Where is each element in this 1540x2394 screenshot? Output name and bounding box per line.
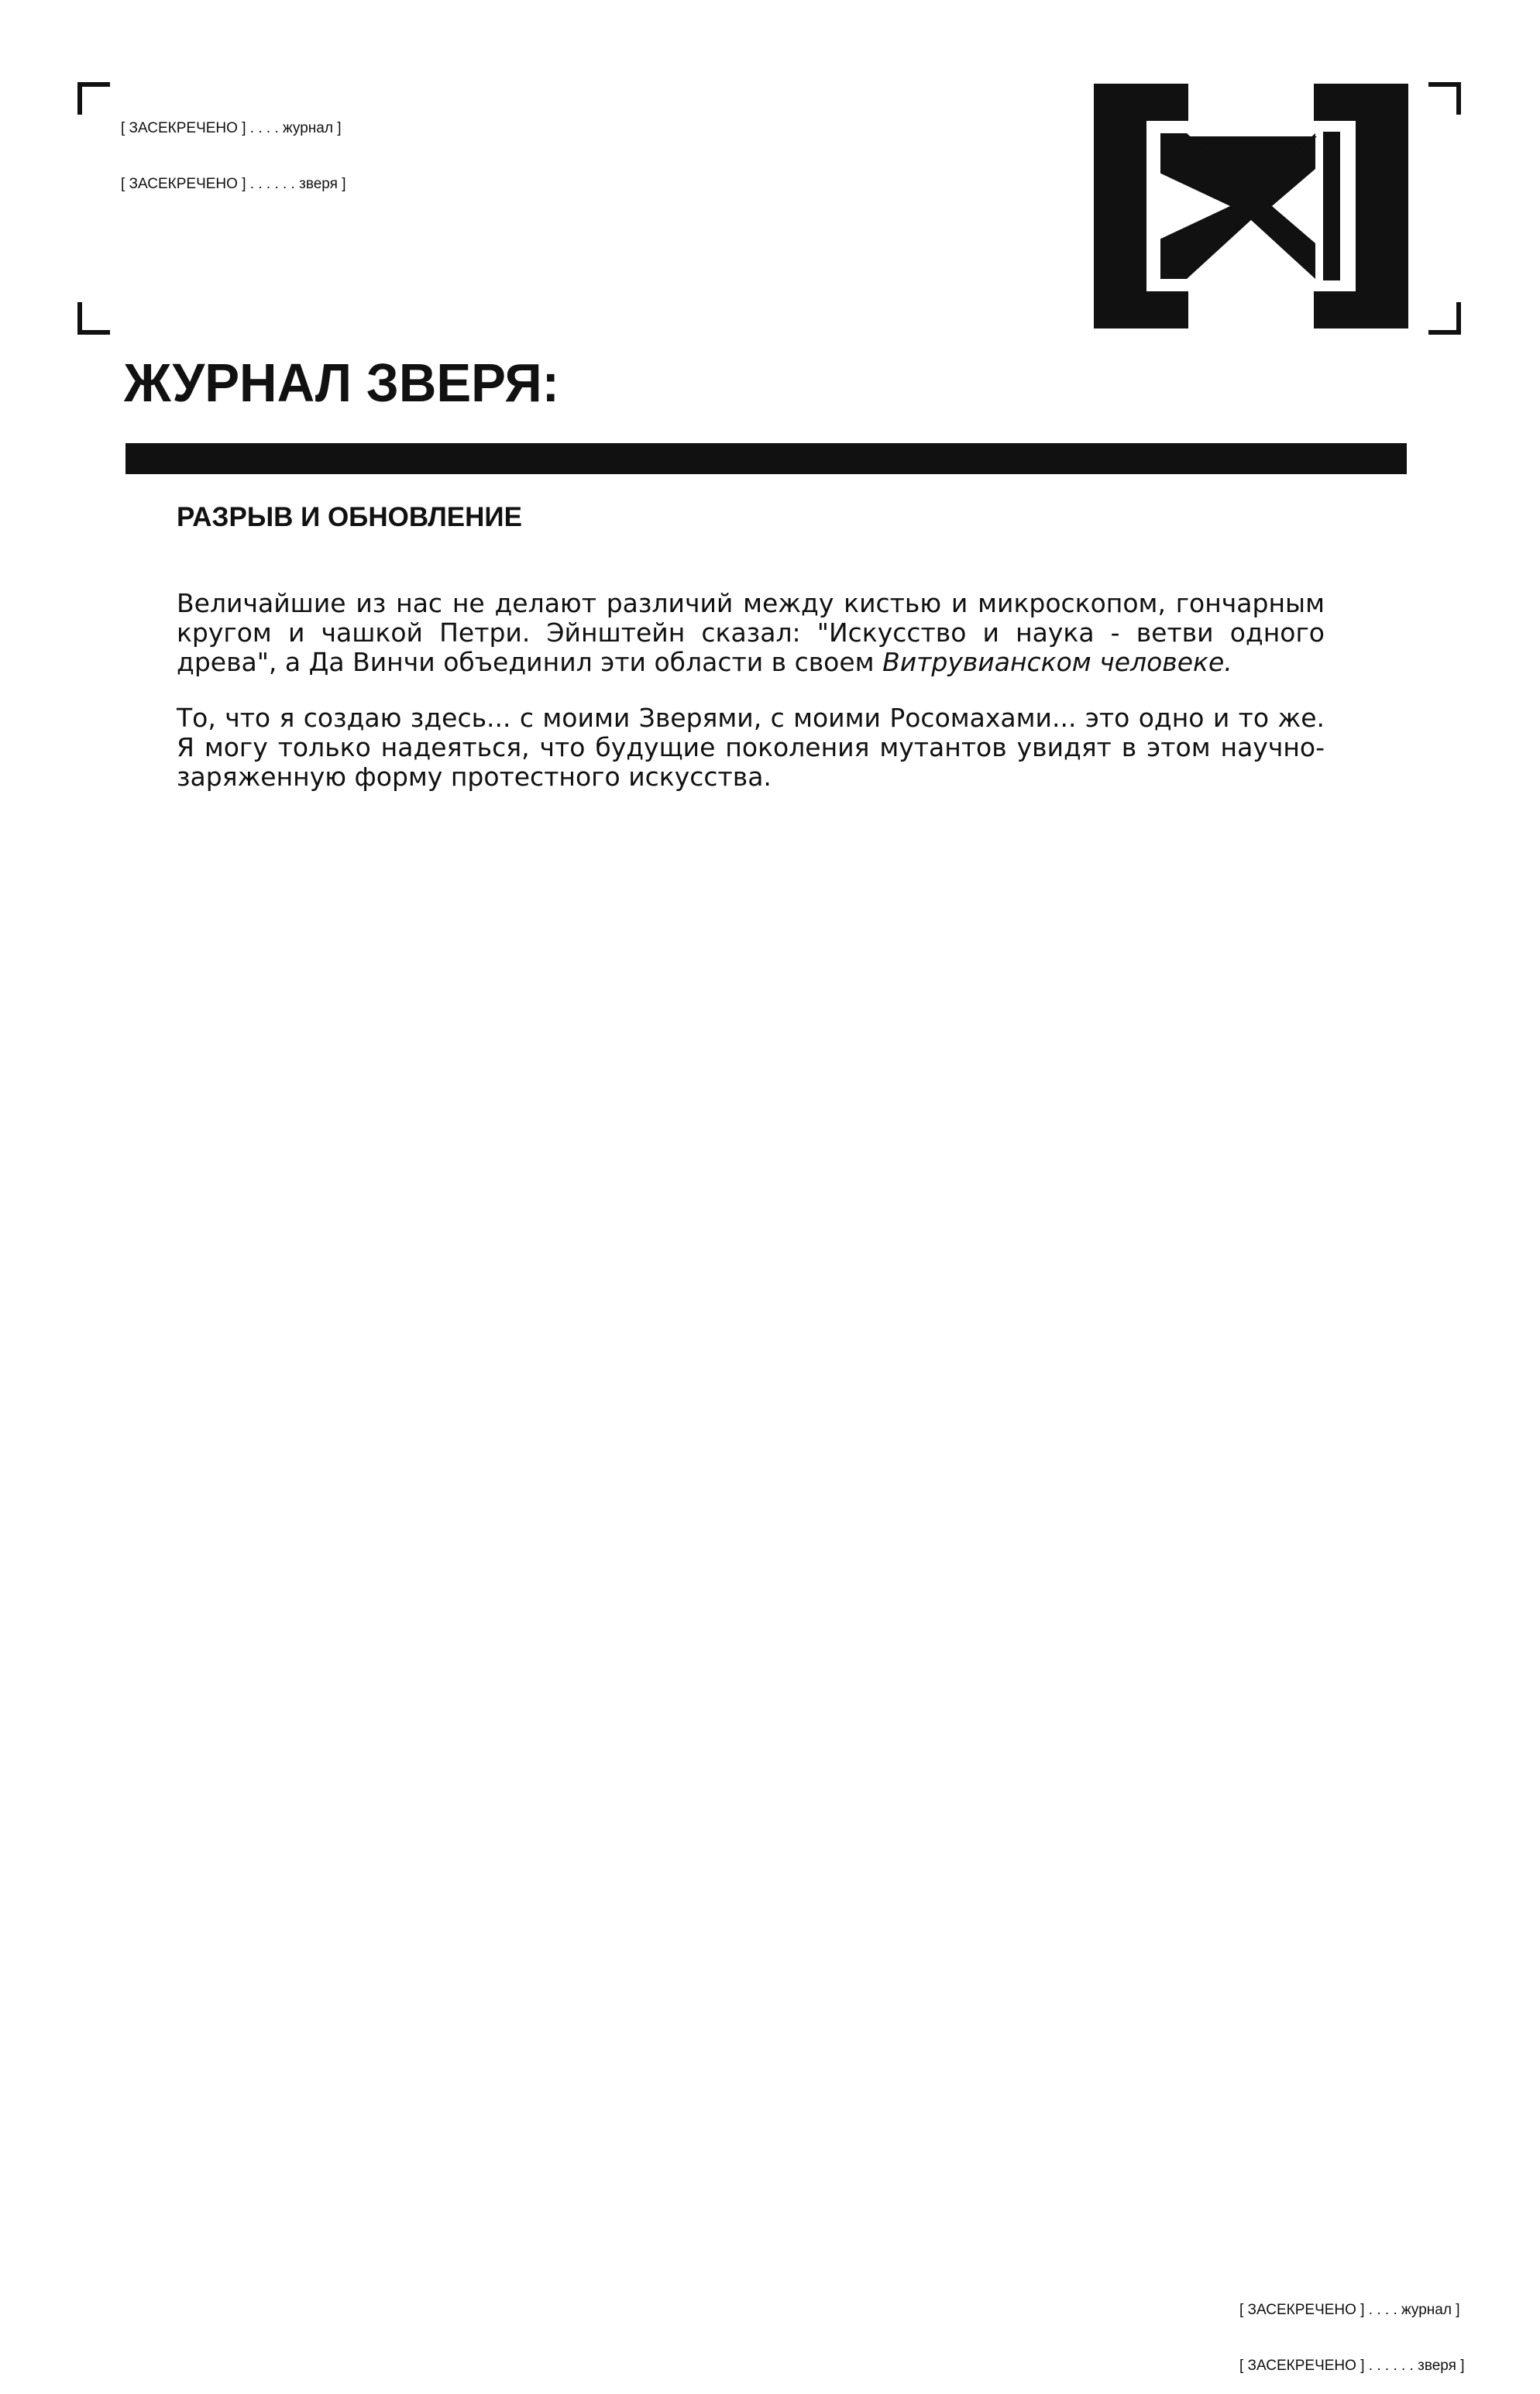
classified-stamp-top: [121, 82, 345, 212]
classified-stamp-bottom: [1239, 2264, 1464, 2394]
page-title: ЖУРНАЛ ЗВЕРЯ:: [124, 353, 560, 413]
stamp-line: [ ЗАСЕКРЕЧЕНО ] . . . . журнал ]: [121, 120, 342, 136]
paragraph-1-text: Величайшие из нас не делают различий между кистью и микроскопом, гончарным кругом и чашкой Петри. Эйнштейн сказал: "Искусство и наука - ветви одного древа", а Да Винчи объединил эти области в своем: [177, 588, 1325, 677]
x-men-logo-icon: [1094, 84, 1408, 328]
title-divider: [125, 443, 1407, 474]
paragraph-2: То, что я создаю здесь... с моими Зверями, с моими Росомахами... это одно и то же. Я могу только надеяться, что будущие поколения мутантов увидят в этом научно-заряженную форму протестного искусства.: [177, 703, 1325, 792]
frame-corner-bottom-left: [77, 302, 110, 335]
stamp-line: [ ЗАСЕКРЕЧЕНО ] . . . . . . зверя ]: [121, 176, 346, 192]
frame-corner-top-right: [1428, 82, 1461, 115]
section-heading: РАЗРЫВ И ОБНОВЛЕНИЕ: [177, 502, 522, 532]
frame-corner-bottom-right: [1428, 302, 1461, 335]
stamp-line: [ ЗАСЕКРЕЧЕНО ] . . . . журнал ]: [1239, 2302, 1460, 2318]
stamp-line: [ ЗАСЕКРЕЧЕНО ] . . . . . . зверя ]: [1239, 2358, 1465, 2374]
frame-corner-top-left: [77, 82, 110, 115]
paragraph-1: [177, 589, 1325, 677]
paragraph-1-italic: Витрувианском человеке.: [882, 647, 1232, 677]
